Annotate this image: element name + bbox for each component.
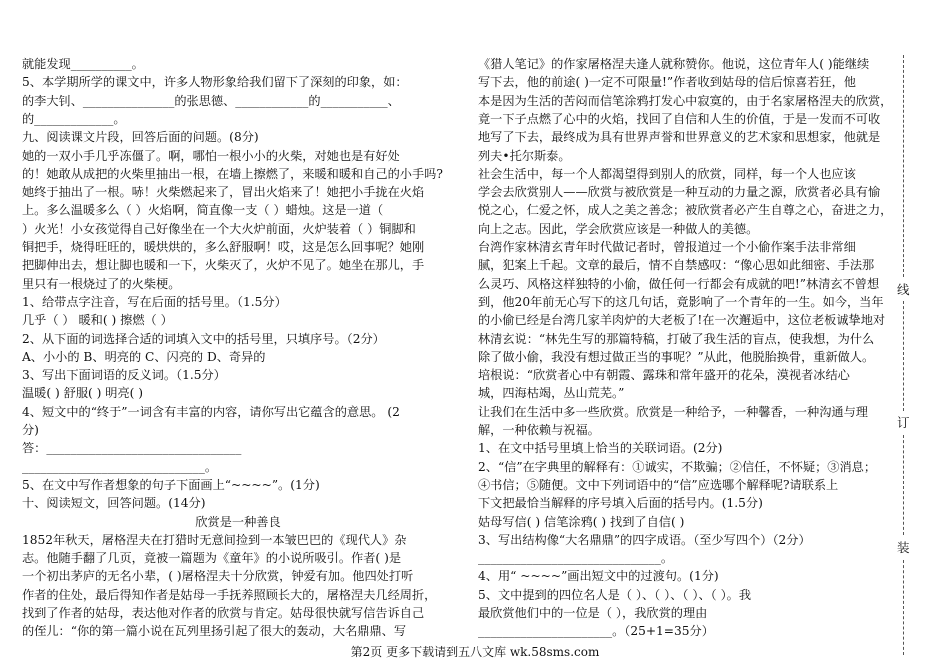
binding-dash-line: [903, 560, 904, 655]
text-line: 九、阅读课文片段，回答后面的问题。(8分): [22, 130, 259, 144]
text-line: 竟一下子点燃了心中的火焰，找回了自信和人生的价值，于是一发而不可收: [478, 112, 881, 126]
text-line: 解，一种依赖与祝福。: [478, 423, 600, 437]
text-line: 分): [22, 423, 39, 437]
text-line: 4、短文中的“终于”一词含有丰富的内容，请你写出它蕴含的意思。 (2: [22, 405, 400, 419]
text-line: 到，他20年前无心写下的这几句话，竟影响了一个青年的一生。如今，当年: [478, 295, 884, 309]
text-line: 《猎人笔记》的作家屠格涅夫逢人就称赞你。他说，这位青年人( )能继续: [478, 57, 870, 71]
text-line: A、小小的 B、明亮的 C、闪亮的 D、奇异的: [22, 350, 266, 364]
text-line: 答：________________________________: [22, 441, 242, 455]
text-line: 的侄儿：“你的第一篇小说在瓦列里扬引起了很大的轰动，大名鼎鼎、写: [22, 624, 407, 638]
text-line: 把脚伸出去，想让脚也暖和一下，火柴灭了，火炉不见了。她坐在那儿，手: [22, 258, 425, 272]
text-line: 么灵巧、风格这样独特的小偷，做任何一行都会有成就的吧!”林清玄不曾想: [478, 277, 880, 291]
text-line: 就能发现__________。: [22, 57, 144, 71]
text-line: 铜把手，烧得旺旺的，暖烘烘的，多么舒服啊！哎，这是怎么回事呢？她刚: [22, 240, 425, 254]
text-line: ______________________________。: [478, 551, 673, 565]
text-line: 2、“信”在字典里的解释有：①诚实，不欺骗；②信任，不怀疑；③消息；: [478, 460, 877, 474]
text-line: 腻，犯案上千起。文章的最后，情不自禁感叹：“像心思如此细密、手法那: [478, 258, 875, 272]
text-line: 几乎（ ） 暖和( ) 擦燃（ ）: [22, 313, 173, 327]
text-line: 1、在文中括号里填上恰当的关联词语。(2分): [478, 441, 723, 455]
text-line: ④书信；⑤随便。文中下列词语中的“信”应选哪个解释呢?请联系上: [478, 478, 839, 492]
text-line: 她终于抽出了一根。哧！火柴燃起来了，冒出火焰来了！她把小手拢在火焰: [22, 185, 425, 199]
text-line: 温暖( ) 舒服( ) 明亮( ): [22, 386, 144, 400]
text-line: 除了做小偷，我没有想过做正当的事呢？”从此，他脱胎换骨，重新做人。: [478, 350, 875, 364]
text-line: 志。他随手翻了几页，竟被一篇题为《童年》的小说所吸引。作者( )是: [22, 551, 402, 565]
binding-dash-line: [903, 55, 904, 277]
binding-char-xian: 线: [897, 282, 910, 297]
text-line: 让我们在生活中多一些欣赏。欣赏是一种给予，一种馨香，一种沟通与理: [478, 405, 868, 419]
text-line: 写下去，他的前途( )一定不可限量!”作者收到姑母的信后惊喜若狂，他: [478, 75, 856, 89]
text-line: 悦之心，仁爱之怀，成人之美之善念；被欣赏者必产生自尊之心，奋进之力，: [478, 203, 893, 217]
text-line: 1、给带点字注音，写在后面的括号里。（1.5分）: [22, 295, 287, 309]
text-line: 一个初出茅庐的无名小辈，( )屠格涅夫十分欣赏，钟爱有加。他四处打听: [22, 569, 414, 583]
text-line: 作者的住处，最后得知作者是姑母一手抚养照顾长大的，屠格涅夫几经周折，: [22, 588, 437, 602]
text-line: 向上之志。因此，学会欣赏应该是一种做人的美德。: [478, 222, 759, 236]
text-line: 2、从下面的词选择合适的词填入文中的括号里，只填序号。（2分）: [22, 332, 385, 346]
text-line: 3、写出结构像“大名鼎鼎”的四字成语。（至少写四个）（2分）: [478, 533, 811, 547]
text-line: 5、本学期所学的课文中，许多人物形象给我们留下了深刻的印象，如：: [22, 75, 408, 89]
text-line: 社会生活中，每一个人都渴望得到别人的欣赏，同样，每一个人也应该: [478, 167, 856, 181]
text-line: ______________________________。: [22, 460, 217, 474]
binding-dash-line: [903, 435, 904, 535]
text-line: 的_____________。: [22, 112, 126, 126]
text-line: 学会去欣赏别人——欣赏与被欣赏是一种互动的力量之源，欣赏者必具有愉: [478, 185, 881, 199]
binding-dash-line: [903, 301, 904, 411]
text-line: 的李大钊、_______________的张思德、____________的___________、: [22, 94, 400, 108]
text-line: 姑母写信( ) 信笔涂鸦( ) 找到了自信( ): [478, 515, 685, 529]
binding-char-ding: 订: [897, 415, 910, 430]
text-line: 找到了作者的姑母，表达他对作者的欣赏与肯定。姑母很快就写信告诉自己: [22, 606, 425, 620]
text-line: 林清玄说：“林先生写的那篇特稿，打破了我生活的盲点，使我想，为什么: [478, 332, 875, 346]
text-line: 她的一双小手几乎冻僵了。啊，哪怕一根小小的火柴，对她也是有好处: [22, 149, 400, 163]
text-line: 十、阅读短文，回答问题。(14分): [22, 496, 206, 510]
text-line: 4、用“ ~~~~”画出短文中的过渡句。(1分): [478, 569, 719, 583]
text-line: 3、写出下面词语的反义词。（1.5分）: [22, 368, 226, 382]
text-line: 城，四海枯竭，丛山荒芜。”: [478, 386, 625, 400]
text-line: ）火光！小女孩觉得自己好像坐在一个大火炉前面，火炉装着（ ）铜脚和: [22, 222, 416, 236]
text-line: 本是因为生活的苦闷而信笔涂鸦打发心中寂寞的，由于名家屠格涅夫的欣赏，: [478, 94, 893, 108]
text-line: 上。多么温暖多么（ ）火焰啊，简直像一支（ ）蜡烛。这是一道（: [22, 203, 384, 217]
text-line: ______________________。（25+1=35分）: [478, 624, 714, 638]
text-line: 里只有一根烧过了的火柴梗。: [22, 277, 181, 291]
binding-margin: [893, 55, 915, 655]
text-line: 的小偷已经是台湾几家羊肉炉的大老板了!在一次邂逅中，这位老板诚挚地对: [478, 313, 886, 327]
page-footer: 第2页 更多下载请到五八文库 wk.58sms.com: [350, 645, 600, 659]
passage-title: 欣赏是一种善良: [195, 515, 281, 529]
text-line: 最欣赏他们中的一位是（ ），我欣赏的理由: [478, 606, 708, 620]
text-line: 培根说：“欣赏者心中有朝霞、露珠和常年盛开的花朵，漠视者冰结心: [478, 368, 850, 382]
text-line: 5、在文中写作者想象的句子下面画上“~~~~”。(1分): [22, 478, 320, 492]
text-line: 的！她敢从成把的火柴里抽出一根，在墙上擦燃了，来暖和暖和自己的小手吗?: [22, 167, 443, 181]
text-line: 5、文中提到的四位名人是（ ）、（ ）、（ ）、（ ）。我: [478, 588, 752, 602]
text-line: 台湾作家林清玄青年时代做记者时，曾报道过一个小偷作案手法非常细: [478, 240, 856, 254]
binding-char-zhuang: 装: [897, 540, 910, 555]
text-line: 地写了下去，最终成为具有世界声誉和世界意义的艺术家和思想家，他就是: [478, 130, 881, 144]
text-line: 列夫•托尔斯泰。: [478, 149, 571, 163]
text-line: 1852年秋天，屠格涅夫在打猎时无意间捡到一本皱巴巴的《现代人》杂: [22, 533, 407, 547]
text-line: 下文把最恰当解释的序号填入后面的括号内。(1.5分): [478, 496, 763, 510]
